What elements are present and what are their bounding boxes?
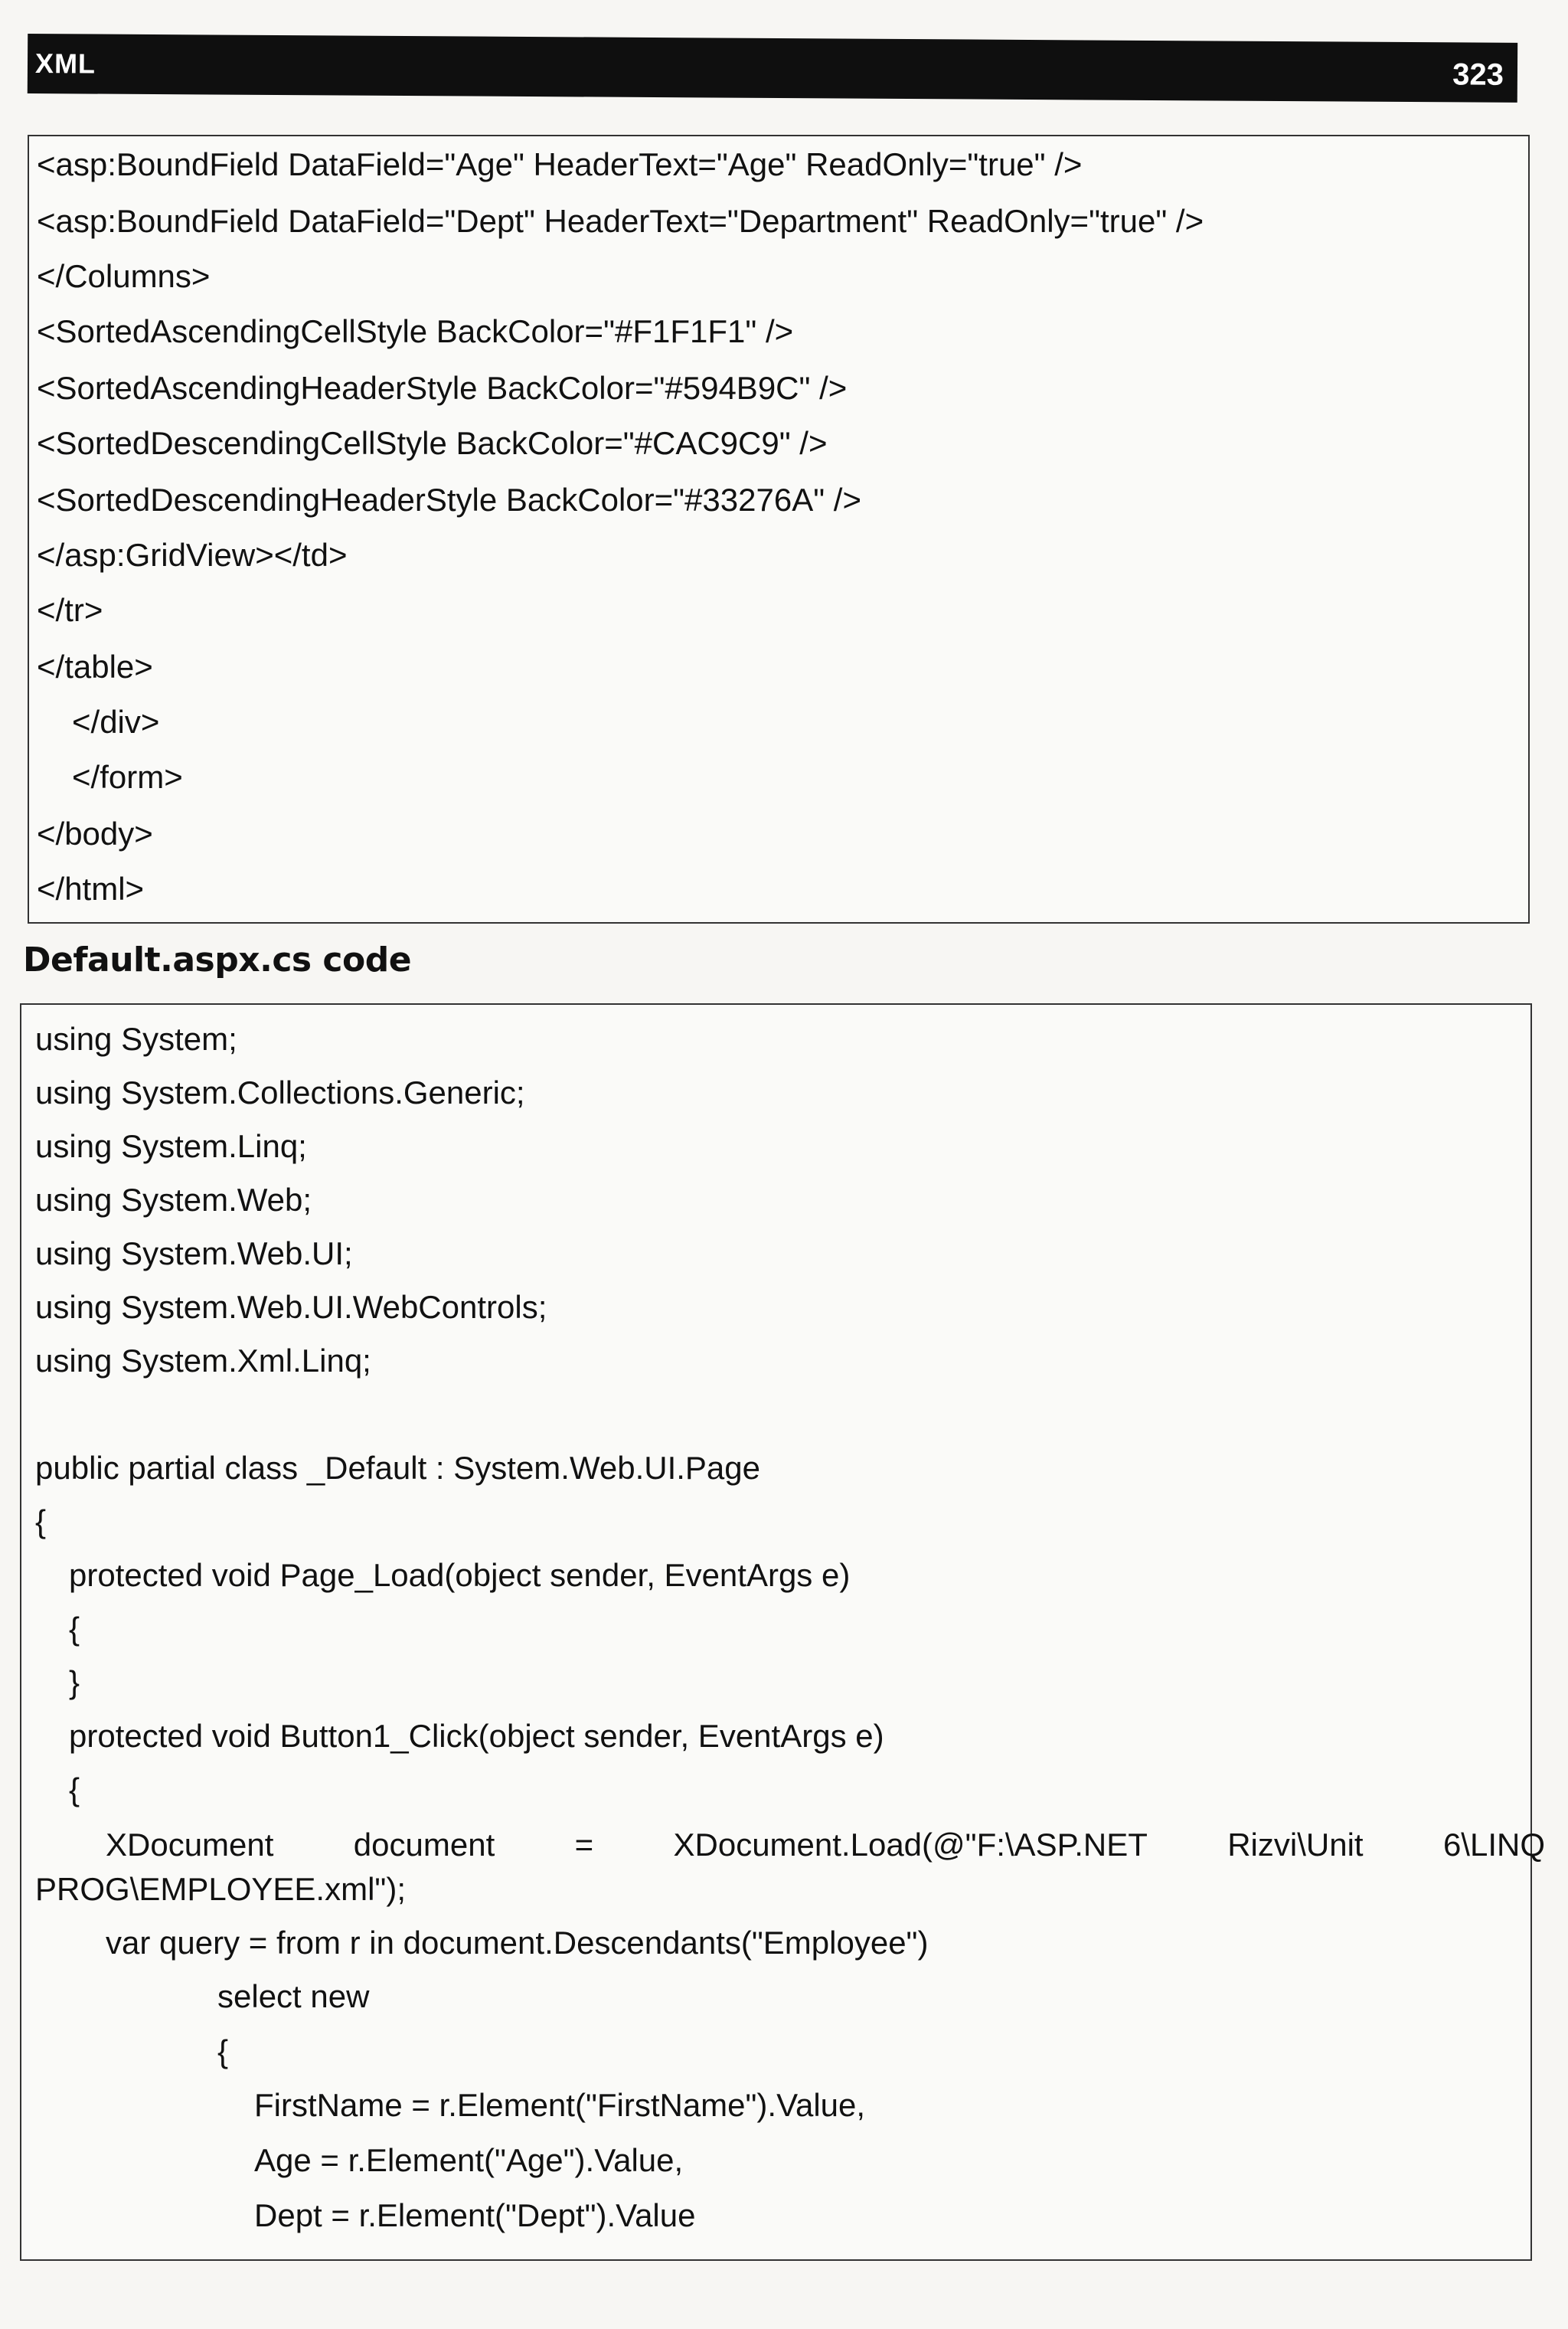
justified-code-line xyxy=(106,1826,1545,1864)
code-line: select new xyxy=(217,1978,370,2014)
code-line: { xyxy=(217,2033,229,2069)
code-line: { xyxy=(69,1611,80,1647)
code-line: } xyxy=(69,1664,80,1700)
code-line: </tr> xyxy=(37,592,103,628)
code-line: using System; xyxy=(35,1021,237,1057)
code-word: document xyxy=(353,1827,495,1863)
code-line: FirstName = r.Element("FirstName").Value, xyxy=(254,2087,866,2123)
page-number: 323 xyxy=(1452,57,1504,92)
code-line: { xyxy=(69,1771,80,1807)
code-line: <SortedAscendingHeaderStyle BackColor="#594B9C" /> xyxy=(37,370,848,406)
running-header xyxy=(28,34,1517,103)
code-word: XDocument.Load(@"F:\ASP.NET xyxy=(673,1827,1148,1863)
code-line: { xyxy=(35,1503,47,1539)
code-line: </Columns> xyxy=(37,258,211,294)
code-line: PROG\EMPLOYEE.xml"); xyxy=(35,1871,406,1907)
header-section-title: XML xyxy=(34,47,96,80)
code-line: <SortedDescendingHeaderStyle BackColor="#33276A" /> xyxy=(37,482,861,518)
section-title: Default.aspx.cs code xyxy=(23,940,412,980)
csharp-code-box xyxy=(20,1003,1545,2261)
code-line: protected void Page_Load(object sender, EventArgs e) xyxy=(69,1557,851,1593)
code-line: public partial class _Default : System.Web.UI.Page xyxy=(35,1450,760,1486)
code-line: <SortedAscendingCellStyle BackColor="#F1F1F1" /> xyxy=(37,313,794,349)
code-line: using System.Web.UI.WebControls; xyxy=(35,1289,547,1325)
code-line: <SortedDescendingCellStyle BackColor="#CAC9C9" /> xyxy=(37,425,828,461)
code-word: Rizvi\Unit xyxy=(1227,1827,1364,1863)
code-line: <asp:BoundField DataField="Age" HeaderText="Age" ReadOnly="true" /> xyxy=(37,146,1083,182)
code-line: Age = r.Element("Age").Value, xyxy=(254,2142,684,2178)
code-line: </html> xyxy=(37,871,145,907)
code-line: using System.Web.UI; xyxy=(35,1235,353,1271)
code-word: = xyxy=(574,1827,594,1863)
code-line: using System.Linq; xyxy=(35,1128,307,1164)
code-line: </asp:GridView></td> xyxy=(37,537,348,573)
code-line: protected void Button1_Click(object sender, EventArgs e) xyxy=(69,1718,884,1754)
code-word: 6\LINQ xyxy=(1442,1827,1545,1863)
code-line: </body> xyxy=(37,816,153,852)
code-line: <asp:BoundField DataField="Dept" HeaderText="Department" ReadOnly="true" /> xyxy=(37,203,1204,239)
code-line: var query = from r in document.Descendants("Employee") xyxy=(106,1925,929,1961)
code-line: </form> xyxy=(72,759,183,795)
code-line: using System.Xml.Linq; xyxy=(35,1343,371,1379)
code-line: Dept = r.Element("Dept").Value xyxy=(254,2197,696,2233)
code-line: using System.Collections.Generic; xyxy=(35,1075,525,1111)
markup-code-box xyxy=(28,135,1530,924)
code-line: </table> xyxy=(37,649,153,685)
code-line: </div> xyxy=(72,704,160,740)
code-word: XDocument xyxy=(106,1827,274,1863)
code-line: using System.Web; xyxy=(35,1182,312,1218)
